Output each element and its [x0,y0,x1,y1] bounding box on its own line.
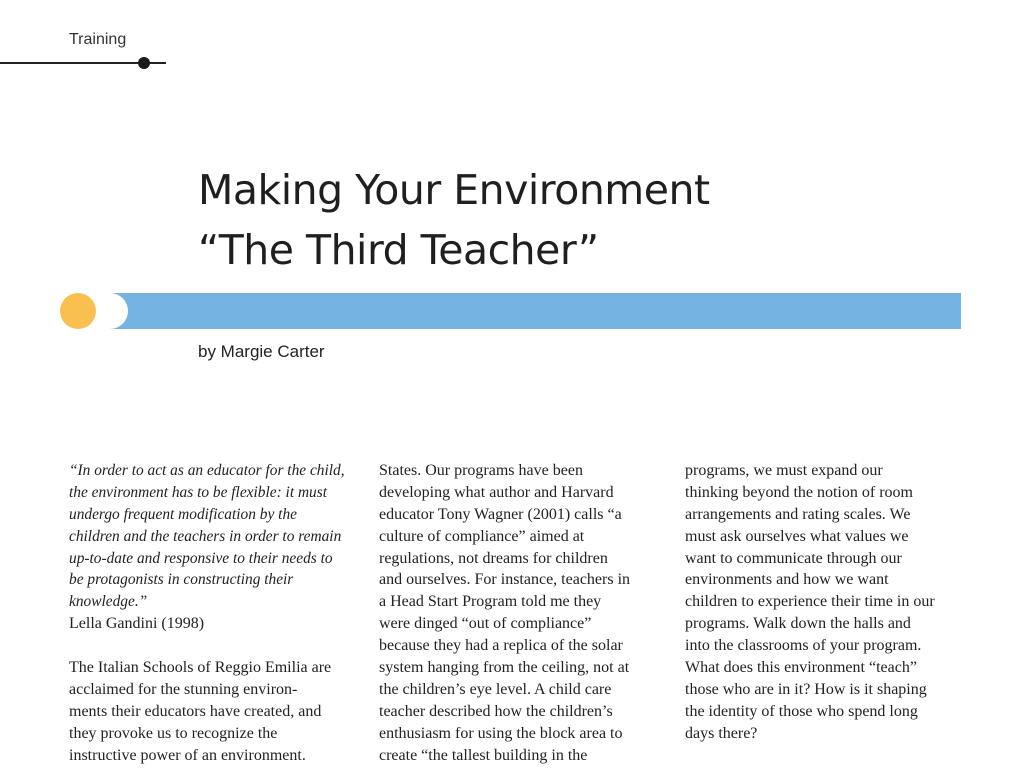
body-line: children to experience their time in our [685,593,935,611]
body-line: The Italian Schools of Reggio Emilia are [69,659,332,677]
body-line: environments and how we want [685,571,889,589]
section-dot-icon [138,57,150,69]
body-line: States. Our programs have been [379,462,583,479]
body-line: instructive power of an environment. [69,746,306,764]
body-line: teacher described how the children’s [379,702,613,720]
body-line: the children’s eye level. A child care [379,680,612,698]
body-line: the identity of those who spend long [685,702,918,720]
body-line: those who are in it? How is it shaping [685,680,927,698]
body-line: a Head Start Program told me they [379,593,602,611]
body-paragraph [69,657,354,766]
body-line: ments their educators have created, and [69,702,322,720]
accent-circle-icon [60,293,96,329]
accent-spacer-circle [92,293,128,329]
epigraph-quote [69,460,354,613]
title-line: Making Your Environment [198,166,710,214]
body-line: because they had a replica of the solar [379,637,623,655]
body-line: create “the tallest building in the [379,746,588,764]
body-line: they provoke us to recognize the [69,724,278,742]
body-line: were dinged “out of compliance” [379,615,592,633]
body-line: programs. Walk down the halls and [685,615,911,633]
body-line: educator Tony Wagner (2001) calls “a [379,505,622,523]
paragraph-gap [69,635,354,657]
body-line: culture of compliance” aimed at [379,527,585,545]
column-3 [685,460,970,745]
quote-line: up-to-date and responsive to their needs to [69,549,333,567]
section-label: Training [69,31,127,48]
body-line: acclaimed for the stunning environ- [69,680,298,698]
quote-line: the environment has to be flexible: it must [69,483,328,501]
quote-line: be protagonists in constructing their [69,571,294,589]
body-line: must ask ourselves what values we [685,527,909,545]
body-line: want to communicate through our [685,549,902,567]
body-line: and ourselves. For instance, teachers in [379,571,631,589]
body-line: arrangements and rating scales. We [685,505,911,523]
article-title [198,160,710,280]
quote-line: knowledge.” [69,593,148,611]
body-line: into the classrooms of your program. [685,637,922,655]
title-line: “The Third Teacher” [198,226,599,274]
column-2 [379,460,664,766]
body-line: thinking beyond the notion of room [685,483,913,501]
column-1 [69,460,354,766]
quote-line: “In order to act as an educator for the child, [69,462,345,479]
body-line: days there? [685,724,758,742]
quote-line: children and the teachers in order to remain [69,527,342,545]
body-line: What does this environment “teach” [685,659,917,677]
body-line: developing what author and Harvard [379,483,614,501]
quote-attribution: Lella Gandini (1998) [69,615,205,633]
body-line: system hanging from the ceiling, not at [379,659,630,677]
accent-bar [110,293,961,329]
quote-line: undergo frequent modification by the [69,505,297,523]
body-line: enthusiasm for using the block area to [379,724,623,742]
body-line: programs, we must expand our [685,462,883,479]
body-line: regulations, not dreams for children [379,549,608,567]
byline: by Margie Carter [198,342,325,361]
